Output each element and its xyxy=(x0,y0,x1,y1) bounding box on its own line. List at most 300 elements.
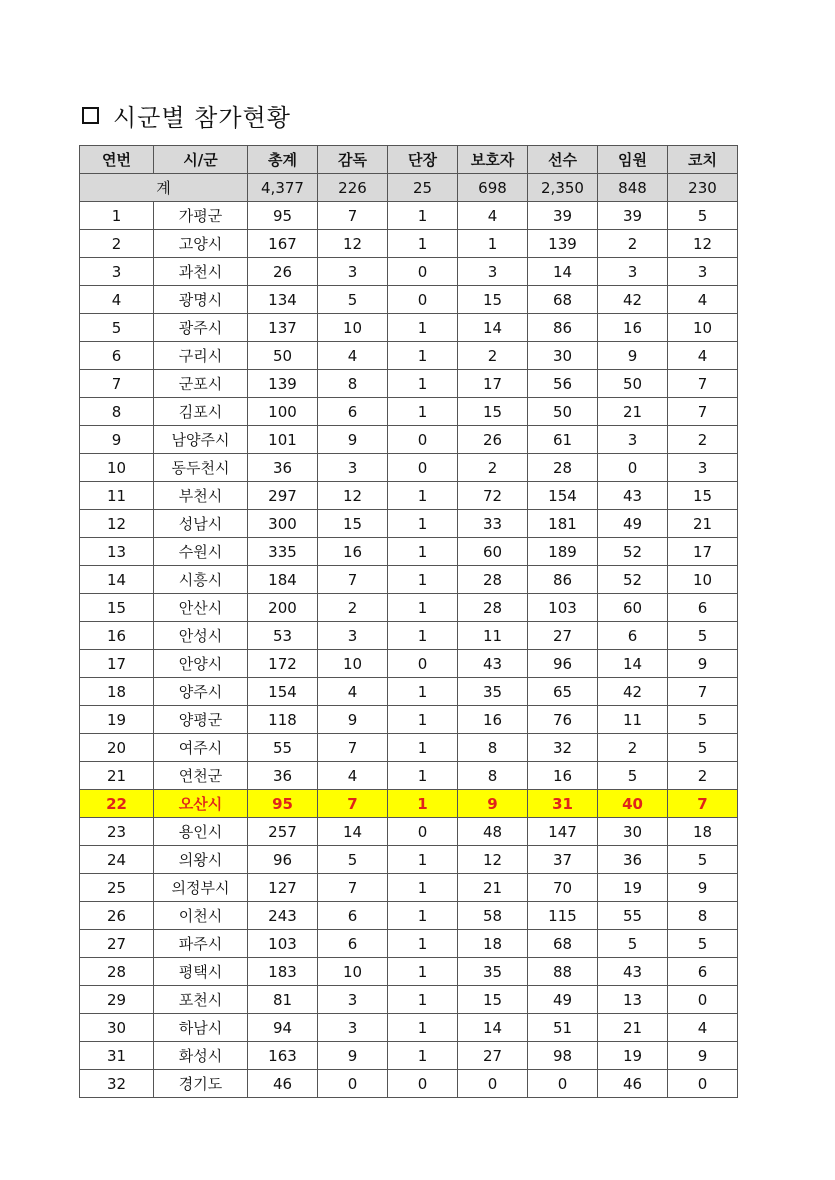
count-cell: 12 xyxy=(458,846,528,874)
table-row xyxy=(80,930,738,958)
city-name-cell: 가평군 xyxy=(154,202,248,230)
count-cell: 1 xyxy=(388,846,458,874)
count-cell: 26 xyxy=(458,426,528,454)
city-name-cell: 남양주시 xyxy=(154,426,248,454)
city-name-cell: 광주시 xyxy=(154,314,248,342)
header-total: 총계 xyxy=(248,146,318,174)
count-cell: 49 xyxy=(528,986,598,1014)
table-row xyxy=(80,734,738,762)
row-number-cell: 32 xyxy=(80,1070,154,1098)
count-cell: 5 xyxy=(668,734,738,762)
row-number-cell: 2 xyxy=(80,230,154,258)
count-cell: 0 xyxy=(388,286,458,314)
city-name-cell: 용인시 xyxy=(154,818,248,846)
count-cell: 98 xyxy=(528,1042,598,1070)
count-cell: 39 xyxy=(528,202,598,230)
row-number-cell: 25 xyxy=(80,874,154,902)
count-cell: 1 xyxy=(388,398,458,426)
table-row xyxy=(80,510,738,538)
count-cell: 53 xyxy=(248,622,318,650)
count-cell: 1 xyxy=(388,902,458,930)
count-cell: 36 xyxy=(248,762,318,790)
count-cell: 21 xyxy=(668,510,738,538)
row-number-cell: 10 xyxy=(80,454,154,482)
checkbox-square-icon xyxy=(82,107,99,124)
count-cell: 1 xyxy=(388,594,458,622)
count-cell: 1 xyxy=(388,734,458,762)
count-cell: 3 xyxy=(598,258,668,286)
count-cell: 100 xyxy=(248,398,318,426)
row-number-cell: 12 xyxy=(80,510,154,538)
table-row xyxy=(80,986,738,1014)
table-row xyxy=(80,818,738,846)
city-name-cell: 양평군 xyxy=(154,706,248,734)
city-name-cell: 군포시 xyxy=(154,370,248,398)
header-athlete: 선수 xyxy=(528,146,598,174)
count-cell: 3 xyxy=(318,258,388,286)
count-cell: 8 xyxy=(458,734,528,762)
city-name-cell: 안성시 xyxy=(154,622,248,650)
count-cell: 184 xyxy=(248,566,318,594)
count-cell: 9 xyxy=(598,342,668,370)
row-number-cell: 24 xyxy=(80,846,154,874)
count-cell: 1 xyxy=(388,762,458,790)
count-cell: 7 xyxy=(318,566,388,594)
total-cell: 698 xyxy=(458,174,528,202)
count-cell: 257 xyxy=(248,818,318,846)
page-heading xyxy=(82,98,291,132)
count-cell: 147 xyxy=(528,818,598,846)
row-number-cell: 31 xyxy=(80,1042,154,1070)
count-cell: 46 xyxy=(598,1070,668,1098)
city-name-cell: 안산시 xyxy=(154,594,248,622)
count-cell: 189 xyxy=(528,538,598,566)
count-cell: 1 xyxy=(388,958,458,986)
total-cell: 4,377 xyxy=(248,174,318,202)
count-cell: 15 xyxy=(458,286,528,314)
table-row xyxy=(80,1042,738,1070)
count-cell: 16 xyxy=(318,538,388,566)
count-cell: 103 xyxy=(528,594,598,622)
count-cell: 2 xyxy=(668,762,738,790)
table-row xyxy=(80,762,738,790)
row-number-cell: 8 xyxy=(80,398,154,426)
count-cell: 5 xyxy=(668,622,738,650)
count-cell: 1 xyxy=(388,202,458,230)
count-cell: 56 xyxy=(528,370,598,398)
count-cell: 32 xyxy=(528,734,598,762)
count-cell: 96 xyxy=(528,650,598,678)
count-cell: 6 xyxy=(318,930,388,958)
count-cell: 27 xyxy=(458,1042,528,1070)
count-cell: 17 xyxy=(458,370,528,398)
count-cell: 1 xyxy=(388,314,458,342)
count-cell: 68 xyxy=(528,930,598,958)
row-number-cell: 3 xyxy=(80,258,154,286)
table-row xyxy=(80,566,738,594)
table-header-row xyxy=(80,146,738,174)
table-row xyxy=(80,398,738,426)
city-name-cell: 과천시 xyxy=(154,258,248,286)
count-cell: 10 xyxy=(318,314,388,342)
count-cell: 76 xyxy=(528,706,598,734)
header-guardian: 보호자 xyxy=(458,146,528,174)
count-cell: 5 xyxy=(598,930,668,958)
city-name-cell: 경기도 xyxy=(154,1070,248,1098)
count-cell: 43 xyxy=(598,958,668,986)
count-cell: 60 xyxy=(598,594,668,622)
count-cell: 42 xyxy=(598,286,668,314)
table-row xyxy=(80,958,738,986)
count-cell: 14 xyxy=(318,818,388,846)
header-officer: 임원 xyxy=(598,146,668,174)
row-number-cell: 7 xyxy=(80,370,154,398)
count-cell: 172 xyxy=(248,650,318,678)
count-cell: 5 xyxy=(318,286,388,314)
count-cell: 18 xyxy=(668,818,738,846)
count-cell: 19 xyxy=(598,874,668,902)
total-cell: 25 xyxy=(388,174,458,202)
row-number-cell: 11 xyxy=(80,482,154,510)
table-row xyxy=(80,342,738,370)
table-row xyxy=(80,482,738,510)
table-row xyxy=(80,370,738,398)
count-cell: 17 xyxy=(668,538,738,566)
count-cell: 28 xyxy=(458,594,528,622)
count-cell: 3 xyxy=(318,1014,388,1042)
count-cell: 9 xyxy=(668,874,738,902)
count-cell: 21 xyxy=(458,874,528,902)
count-cell: 1 xyxy=(388,874,458,902)
city-name-cell: 수원시 xyxy=(154,538,248,566)
count-cell: 1 xyxy=(388,230,458,258)
count-cell: 4 xyxy=(668,1014,738,1042)
count-cell: 86 xyxy=(528,566,598,594)
count-cell: 46 xyxy=(248,1070,318,1098)
count-cell: 50 xyxy=(248,342,318,370)
count-cell: 10 xyxy=(318,958,388,986)
count-cell: 27 xyxy=(528,622,598,650)
count-cell: 6 xyxy=(598,622,668,650)
table-row xyxy=(80,1070,738,1098)
count-cell: 3 xyxy=(318,986,388,1014)
count-cell: 10 xyxy=(668,566,738,594)
city-name-cell: 하남시 xyxy=(154,1014,248,1042)
row-number-cell: 20 xyxy=(80,734,154,762)
table-row xyxy=(80,538,738,566)
count-cell: 154 xyxy=(528,482,598,510)
table-row xyxy=(80,874,738,902)
header-leader: 단장 xyxy=(388,146,458,174)
row-number-cell: 13 xyxy=(80,538,154,566)
count-cell: 70 xyxy=(528,874,598,902)
count-cell: 9 xyxy=(318,1042,388,1070)
city-name-cell: 연천군 xyxy=(154,762,248,790)
count-cell: 15 xyxy=(318,510,388,538)
count-cell: 137 xyxy=(248,314,318,342)
count-cell: 8 xyxy=(458,762,528,790)
count-cell: 335 xyxy=(248,538,318,566)
count-cell: 0 xyxy=(388,454,458,482)
count-cell: 7 xyxy=(668,790,738,818)
count-cell: 1 xyxy=(388,930,458,958)
count-cell: 1 xyxy=(388,566,458,594)
count-cell: 2 xyxy=(318,594,388,622)
count-cell: 39 xyxy=(598,202,668,230)
count-cell: 35 xyxy=(458,958,528,986)
table-row xyxy=(80,650,738,678)
count-cell: 7 xyxy=(318,790,388,818)
count-cell: 65 xyxy=(528,678,598,706)
table-row xyxy=(80,790,738,818)
count-cell: 7 xyxy=(668,398,738,426)
count-cell: 36 xyxy=(248,454,318,482)
count-cell: 1 xyxy=(388,482,458,510)
count-cell: 118 xyxy=(248,706,318,734)
count-cell: 4 xyxy=(668,286,738,314)
row-number-cell: 22 xyxy=(80,790,154,818)
count-cell: 6 xyxy=(318,902,388,930)
count-cell: 37 xyxy=(528,846,598,874)
count-cell: 48 xyxy=(458,818,528,846)
count-cell: 26 xyxy=(248,258,318,286)
city-name-cell: 의정부시 xyxy=(154,874,248,902)
count-cell: 1 xyxy=(388,622,458,650)
row-number-cell: 27 xyxy=(80,930,154,958)
count-cell: 9 xyxy=(318,706,388,734)
count-cell: 181 xyxy=(528,510,598,538)
count-cell: 154 xyxy=(248,678,318,706)
count-cell: 58 xyxy=(458,902,528,930)
count-cell: 12 xyxy=(668,230,738,258)
count-cell: 4 xyxy=(318,762,388,790)
count-cell: 52 xyxy=(598,566,668,594)
count-cell: 43 xyxy=(458,650,528,678)
count-cell: 16 xyxy=(458,706,528,734)
table-row xyxy=(80,622,738,650)
count-cell: 10 xyxy=(668,314,738,342)
count-cell: 0 xyxy=(458,1070,528,1098)
count-cell: 94 xyxy=(248,1014,318,1042)
row-number-cell: 21 xyxy=(80,762,154,790)
count-cell: 21 xyxy=(598,398,668,426)
table-row xyxy=(80,454,738,482)
count-cell: 1 xyxy=(388,790,458,818)
count-cell: 15 xyxy=(668,482,738,510)
city-name-cell: 안양시 xyxy=(154,650,248,678)
count-cell: 0 xyxy=(388,818,458,846)
count-cell: 1 xyxy=(458,230,528,258)
count-cell: 163 xyxy=(248,1042,318,1070)
count-cell: 3 xyxy=(458,258,528,286)
header-no: 연번 xyxy=(80,146,154,174)
count-cell: 5 xyxy=(598,762,668,790)
count-cell: 36 xyxy=(598,846,668,874)
count-cell: 11 xyxy=(458,622,528,650)
count-cell: 1 xyxy=(388,986,458,1014)
table-row xyxy=(80,1014,738,1042)
row-number-cell: 4 xyxy=(80,286,154,314)
count-cell: 72 xyxy=(458,482,528,510)
count-cell: 15 xyxy=(458,986,528,1014)
count-cell: 2 xyxy=(458,342,528,370)
row-number-cell: 23 xyxy=(80,818,154,846)
row-number-cell: 29 xyxy=(80,986,154,1014)
row-number-cell: 1 xyxy=(80,202,154,230)
count-cell: 42 xyxy=(598,678,668,706)
count-cell: 52 xyxy=(598,538,668,566)
count-cell: 4 xyxy=(668,342,738,370)
city-name-cell: 양주시 xyxy=(154,678,248,706)
city-name-cell: 평택시 xyxy=(154,958,248,986)
row-number-cell: 18 xyxy=(80,678,154,706)
count-cell: 50 xyxy=(528,398,598,426)
count-cell: 7 xyxy=(668,678,738,706)
count-cell: 2 xyxy=(668,426,738,454)
city-name-cell: 의왕시 xyxy=(154,846,248,874)
count-cell: 2 xyxy=(598,734,668,762)
count-cell: 86 xyxy=(528,314,598,342)
count-cell: 139 xyxy=(248,370,318,398)
count-cell: 4 xyxy=(318,342,388,370)
count-cell: 14 xyxy=(458,314,528,342)
row-number-cell: 30 xyxy=(80,1014,154,1042)
count-cell: 7 xyxy=(318,202,388,230)
table-row xyxy=(80,846,738,874)
count-cell: 183 xyxy=(248,958,318,986)
count-cell: 127 xyxy=(248,874,318,902)
count-cell: 300 xyxy=(248,510,318,538)
city-name-cell: 이천시 xyxy=(154,902,248,930)
count-cell: 2 xyxy=(458,454,528,482)
count-cell: 3 xyxy=(598,426,668,454)
city-name-cell: 포천시 xyxy=(154,986,248,1014)
count-cell: 4 xyxy=(318,678,388,706)
count-cell: 1 xyxy=(388,342,458,370)
row-number-cell: 6 xyxy=(80,342,154,370)
count-cell: 6 xyxy=(318,398,388,426)
count-cell: 30 xyxy=(528,342,598,370)
count-cell: 0 xyxy=(668,986,738,1014)
header-coach: 코치 xyxy=(668,146,738,174)
count-cell: 5 xyxy=(318,846,388,874)
count-cell: 2 xyxy=(598,230,668,258)
count-cell: 0 xyxy=(388,426,458,454)
count-cell: 1 xyxy=(388,1042,458,1070)
total-cell: 226 xyxy=(318,174,388,202)
count-cell: 18 xyxy=(458,930,528,958)
city-name-cell: 광명시 xyxy=(154,286,248,314)
count-cell: 43 xyxy=(598,482,668,510)
count-cell: 1 xyxy=(388,370,458,398)
count-cell: 95 xyxy=(248,790,318,818)
row-number-cell: 17 xyxy=(80,650,154,678)
count-cell: 5 xyxy=(668,706,738,734)
city-name-cell: 여주시 xyxy=(154,734,248,762)
count-cell: 12 xyxy=(318,482,388,510)
count-cell: 243 xyxy=(248,902,318,930)
count-cell: 60 xyxy=(458,538,528,566)
count-cell: 9 xyxy=(318,426,388,454)
table-row xyxy=(80,202,738,230)
city-name-cell: 시흥시 xyxy=(154,566,248,594)
row-number-cell: 28 xyxy=(80,958,154,986)
participation-table xyxy=(79,145,738,1098)
count-cell: 19 xyxy=(598,1042,668,1070)
city-name-cell: 파주시 xyxy=(154,930,248,958)
row-number-cell: 14 xyxy=(80,566,154,594)
count-cell: 14 xyxy=(528,258,598,286)
count-cell: 0 xyxy=(318,1070,388,1098)
count-cell: 0 xyxy=(388,1070,458,1098)
count-cell: 49 xyxy=(598,510,668,538)
count-cell: 30 xyxy=(598,818,668,846)
count-cell: 88 xyxy=(528,958,598,986)
count-cell: 51 xyxy=(528,1014,598,1042)
table-row xyxy=(80,706,738,734)
total-row xyxy=(80,174,738,202)
count-cell: 5 xyxy=(668,846,738,874)
row-number-cell: 16 xyxy=(80,622,154,650)
count-cell: 33 xyxy=(458,510,528,538)
page-title: 시군별 참가현황 xyxy=(113,103,291,132)
count-cell: 7 xyxy=(318,874,388,902)
count-cell: 95 xyxy=(248,202,318,230)
count-cell: 16 xyxy=(528,762,598,790)
row-number-cell: 5 xyxy=(80,314,154,342)
count-cell: 81 xyxy=(248,986,318,1014)
count-cell: 3 xyxy=(668,454,738,482)
row-number-cell: 9 xyxy=(80,426,154,454)
count-cell: 28 xyxy=(458,566,528,594)
count-cell: 4 xyxy=(458,202,528,230)
count-cell: 10 xyxy=(318,650,388,678)
count-cell: 40 xyxy=(598,790,668,818)
count-cell: 55 xyxy=(248,734,318,762)
count-cell: 1 xyxy=(388,538,458,566)
count-cell: 1 xyxy=(388,1014,458,1042)
table-row xyxy=(80,902,738,930)
row-number-cell: 15 xyxy=(80,594,154,622)
table-row xyxy=(80,286,738,314)
count-cell: 8 xyxy=(668,902,738,930)
count-cell: 134 xyxy=(248,286,318,314)
city-name-cell: 동두천시 xyxy=(154,454,248,482)
count-cell: 14 xyxy=(598,650,668,678)
city-name-cell: 부천시 xyxy=(154,482,248,510)
count-cell: 50 xyxy=(598,370,668,398)
count-cell: 16 xyxy=(598,314,668,342)
count-cell: 1 xyxy=(388,510,458,538)
count-cell: 96 xyxy=(248,846,318,874)
header-city: 시/군 xyxy=(154,146,248,174)
count-cell: 15 xyxy=(458,398,528,426)
table-row xyxy=(80,258,738,286)
count-cell: 200 xyxy=(248,594,318,622)
count-cell: 21 xyxy=(598,1014,668,1042)
row-number-cell: 19 xyxy=(80,706,154,734)
count-cell: 9 xyxy=(668,650,738,678)
count-cell: 5 xyxy=(668,930,738,958)
total-cell: 2,350 xyxy=(528,174,598,202)
count-cell: 7 xyxy=(318,734,388,762)
city-name-cell: 오산시 xyxy=(154,790,248,818)
table-row xyxy=(80,594,738,622)
count-cell: 14 xyxy=(458,1014,528,1042)
count-cell: 297 xyxy=(248,482,318,510)
city-name-cell: 화성시 xyxy=(154,1042,248,1070)
count-cell: 61 xyxy=(528,426,598,454)
